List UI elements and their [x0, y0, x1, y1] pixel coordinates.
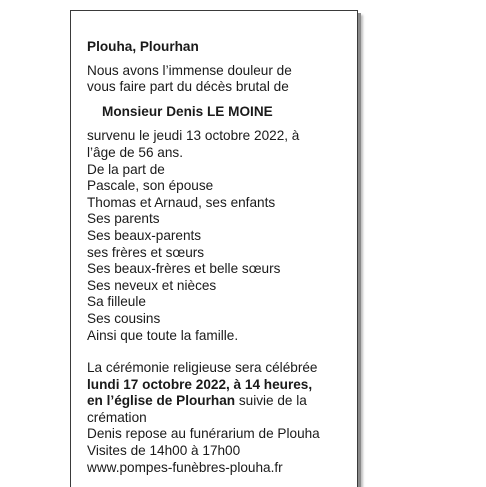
family-line: Ses neveux et nièces	[87, 277, 217, 293]
funeral-home-website: www.pompes-funèbres-plouha.fr	[87, 459, 283, 475]
details-line: Denis repose au funérarium de Plouha	[87, 426, 320, 442]
deceased-name: Monsieur Denis LE MOINE	[102, 103, 273, 119]
notice-location: Plouha, Plourhan	[87, 39, 199, 54]
family-line: Ses cousins	[87, 310, 161, 326]
intro-line: vous faire part du décès brutal de	[87, 79, 289, 95]
spacer	[87, 344, 349, 360]
death-info-line: survenu le jeudi 13 octobre 2022, à	[87, 128, 300, 144]
notice-content	[87, 39, 349, 476]
intro-line: Nous avons l’immense douleur de	[87, 62, 292, 78]
ceremony-line: crémation	[87, 409, 147, 425]
family-line: ses frères et sœurs	[87, 244, 205, 260]
family-line: Ses beaux-parents	[87, 227, 202, 243]
family-line: Ses parents	[87, 211, 160, 227]
ceremony-line: La cérémonie religieuse sera célébrée	[87, 360, 318, 376]
death-info-line: l’âge de 56 ans.	[87, 144, 183, 160]
ceremony-place: en l’église de Plourhan	[87, 393, 236, 409]
details-line: Visites de 14h00 à 17h00	[87, 443, 241, 459]
obituary-notice	[70, 10, 358, 487]
family-line: Thomas et Arnaud, ses enfants	[87, 194, 276, 210]
family-line: Pascale, son épouse	[87, 178, 214, 194]
ceremony-place-line	[87, 393, 349, 410]
ceremony-place-rest: suivie de la	[235, 393, 307, 409]
family-line: Sa filleule	[87, 294, 146, 310]
family-line: Ainsi que toute la famille.	[87, 327, 239, 343]
family-line: Ses beaux-frères et belle sœurs	[87, 261, 281, 277]
family-line: De la part de	[87, 161, 165, 177]
ceremony-date: lundi 17 octobre 2022, à 14 heures,	[87, 376, 313, 392]
